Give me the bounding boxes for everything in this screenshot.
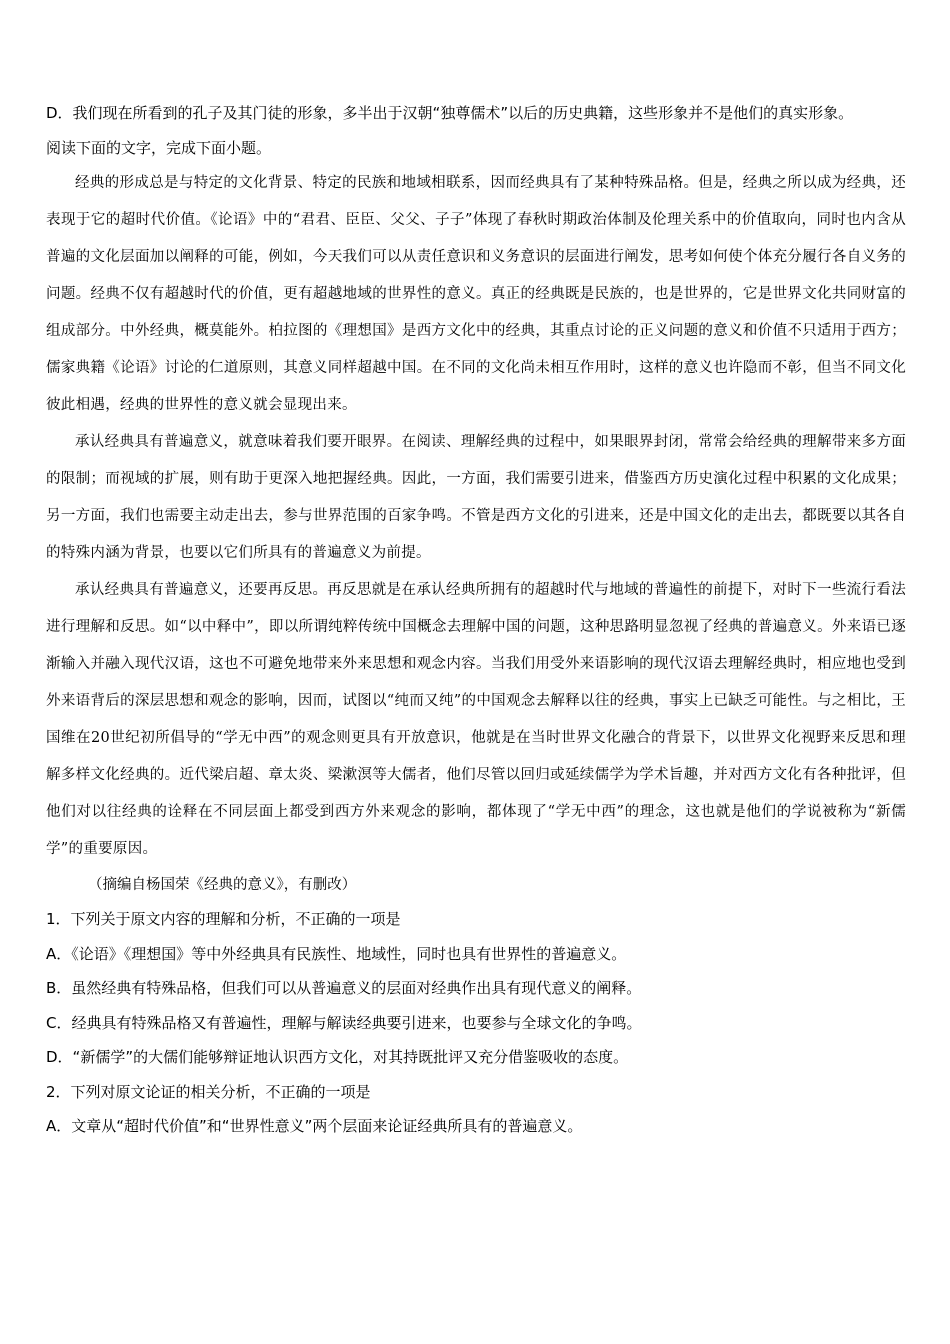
question-1: [46, 902, 906, 1075]
article-paragraph-2: 承认经典具有普遍意义，就意味着我们要开眼界。在阅读、理解经典的过程中，如果眼界封闭，常常会给经典的理解带来多方面的限制；而视域的扩展，则有助于更深入地把握经典。因此，一方面，我们需要引进来，借鉴西方历史演化过程中积累的文化成果；另一方面，我们也需要主动走出去，参与世界范围的百家争鸣。不管是西方文化的引进来，还是中国文化的走出去，都既要以其各自的特殊内涵为背景，也要以它们所具有的普遍意义为前提。: [46, 434, 906, 561]
question-1-option-c: C．经典具有特殊品格又有普遍性，理解与解读经典要引进来，也要参与全球文化的争鸣。: [46, 1013, 642, 1032]
article-source: （摘编自杨国荣《经典的意义》，有删改）: [88, 877, 357, 893]
question-1-option-d: D．“新儒学”的大儒们能够辩证地认识西方文化，对其持既批评又充分借鉴吸收的态度。: [46, 1048, 629, 1066]
document-page: [46, 96, 906, 1144]
question-1-stem: 1．下列关于原文内容的理解和分析，不正确的一项是: [46, 910, 401, 928]
question-2-stem: 2．下列对原文论证的相关分析，不正确的一项是: [46, 1082, 371, 1101]
previous-question-option-d: D．我们现在所看到的孔子及其门徒的形象，多半出于汉朝“独尊儒术”以后的历史典籍，这些形象并不是他们的真实形象。: [46, 104, 854, 122]
article-body: [46, 165, 906, 902]
question-1-option-a: A．《论语》《理想国》等中外经典具有民族性、地域性，同时也具有世界性的普遍意义。: [46, 944, 627, 963]
question-1-option-b: B．虽然经典有特殊品格，但我们可以从普遍意义的层面对经典作出具有现代意义的阐释。: [46, 979, 642, 997]
question-2-option-a: A．文章从“超时代价值”和“世界性意义”两个层面来论证经典所具有的普遍意义。: [46, 1117, 583, 1135]
article-paragraph-1: 经典的形成总是与特定的文化背景、特定的民族和地域相联系，因而经典具有了某种特殊品格。但是，经典之所以成为经典，还表现于它的超时代价值。《论语》中的“君君、臣臣、父父、子子”体现了春秋时期政治体制及伦理关系中的价值取向，同时也内含从普遍的文化层面加以阐释的可能，例如，今天我们可以从责任意识和义务意识的层面进行阐发，思考如何使个体充分履行各自义务的问题。经典不仅有超越时代的价值，更有超越地域的世界性的意义。真正的经典既是民族的，也是世界的，它是世界文化共同财富的组成部分。中外经典，概莫能外。柏拉图的《理想国》是西方文化中的经典，其重点讨论的正义问题的意义和价值不只适用于西方；儒家典籍《论语》讨论的仁道原则，其意义同样超越中国。在不同的文化尚未相互作用时，这样的意义也许隐而不彰，但当不同文化彼此相遇，经典的世界性的意义就会显现出来。: [46, 175, 906, 413]
question-2: [46, 1075, 906, 1144]
reading-instruction: 阅读下面的文字，完成下面小题。: [46, 138, 272, 157]
article-paragraph-3: 承认经典具有普遍意义，还要再反思。再反思就是在承认经典所拥有的超越时代与地域的普遍性的前提下，对时下一些流行看法进行理解和反思。如“以中释中”，即以所谓纯粹传统中国概念去理解中国的问题，这种思路明显忽视了经典的普遍意义。外来语已逐渐输入并融入现代汉语，这也不可避免地带来外来思想和观念内容。当我们用受外来语影响的现代汉语去理解经典时，相应地也受到外来语背后的深层思想和观念的影响，因而，试图以“纯而又纯”的中国观念去解释以往的经典，事实上已缺乏可能性。与之相比，王国维在20世纪初所倡导的“学无中西”的观念则更具有开放意识，他就是在当时世界文化融合的背景下，以世界文化视野来反思和理解多样文化经典的。近代梁启超、章太炎、梁漱溟等大儒者，他们尽管以回归或延续儒学为学术旨趣，并对西方文化有各种批评，但他们对以往经典的诠释在不同层面上都受到西方外来观念的影响，都体现了“学无中西”的理念，这也就是他们的学说被称为“新儒学”的重要原因。: [46, 582, 906, 857]
